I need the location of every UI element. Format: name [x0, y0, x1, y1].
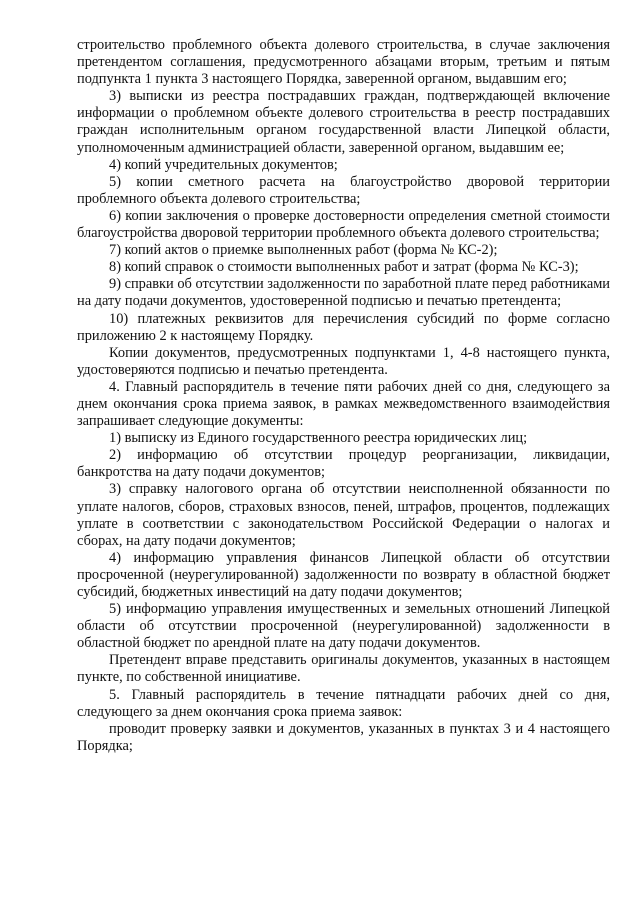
paragraph-point-5: 5. Главный распорядитель в течение пятнадцати рабочих дней со дня, следующего за днем окончания срока приема заявок:: [77, 686, 610, 720]
paragraph-proverka: проводит проверку заявки и документов, указанных в пунктах 3 и 4 настоящего Порядка;: [77, 720, 610, 754]
list-item-1-egryul: 1) выписку из Единого государственного реестра юридических лиц;: [109, 430, 528, 447]
list-item-6-zaklyuchenie: 6) копии заключения о проверке достоверности определения сметной стоимости благоустройства дворовой территории проблемного объекта долевого строительства;: [77, 207, 610, 242]
paragraph-point-4: 4. Главный распорядитель в течение пяти рабочих дней со дня, следующего за днем окончания срока приема заявок, в рамках межведомственного взаимодействия запрашивает следующие документы:: [77, 378, 610, 430]
document-body: [77, 37, 610, 755]
list-item-8-ks3: 8) копий справок о стоимости выполненных работ и затрат (форма № КС-3);: [109, 259, 579, 276]
list-item-7-ks2: 7) копий актов о приемке выполненных работ (форма № КС-2);: [109, 242, 498, 259]
list-item-4-finansy: 4) информацию управления финансов Липецкой области об отсутствии просроченной (неурегулированной) задолженности по возврату в областной бюджет субсидий, бюджетных инвестиций на дату подачи документов;: [77, 549, 610, 600]
list-item-9-spravka: 9) справки об отсутствии задолженности по заработной плате перед работниками на дату подачи документов, удостоверенной подписью и печатью претендента;: [77, 276, 611, 310]
list-item-2-reorganizaciya: 2) информацию об отсутствии процедур реорганизации, ликвидации, банкротства на дату подачи документов;: [77, 447, 610, 481]
paragraph-continuation: строительство проблемного объекта долевого строительства, в случае заключения претендентом соглашения, предусмотренного абзацами вторым, третьим и пятым подпункта 1 пункта 3 настоящего Порядка, заверенной органом, выдавшим его;: [77, 37, 610, 88]
list-item-3-vypiska: 3) выписки из реестра пострадавших граждан, подтверждающей включение информации о проблемном объекте долевого строительства в реестр пострадавших граждан исполнительным органом государственной власти Липецкой области, уполномоченным администрацией области, заверенной органом, выдавшим ее;: [77, 88, 610, 156]
list-item-5-imushchestvo: 5) информацию управления имущественных и земельных отношений Липецкой области об отсутствии просроченной (неурегулированной) задолженности в областной бюджет по арендной плате на дату подачи документов.: [77, 601, 610, 652]
list-item-3-nalogovy: 3) справку налогового органа об отсутствии неисполненной обязанности по уплате налогов, сборов, страховых взносов, пеней, штрафов, процентов, подлежащих уплате в соответствии с законодательством Российской Федерации о налогах и сборах, на дату подачи документов;: [77, 481, 610, 549]
list-item-4-uchreditelnye: 4) копий учредительных документов;: [109, 156, 338, 173]
list-item-10-rekvizity: 10) платежных реквизитов для перечисления субсидий по форме согласно приложению 2 к настоящему Порядку.: [77, 310, 610, 344]
list-item-5-smetny-raschet: 5) копии сметного расчета на благоустройство дворовой территории проблемного объекта долевого строительства;: [77, 173, 610, 207]
paragraph-kopii: Копии документов, предусмотренных подпунктами 1, 4-8 настоящего пункта, удостоверяются подписью и печатью претендента.: [77, 344, 610, 378]
paragraph-pretendent: Претендент вправе представить оригиналы документов, указанных в настоящем пункте, по собственной инициативе.: [77, 652, 610, 686]
